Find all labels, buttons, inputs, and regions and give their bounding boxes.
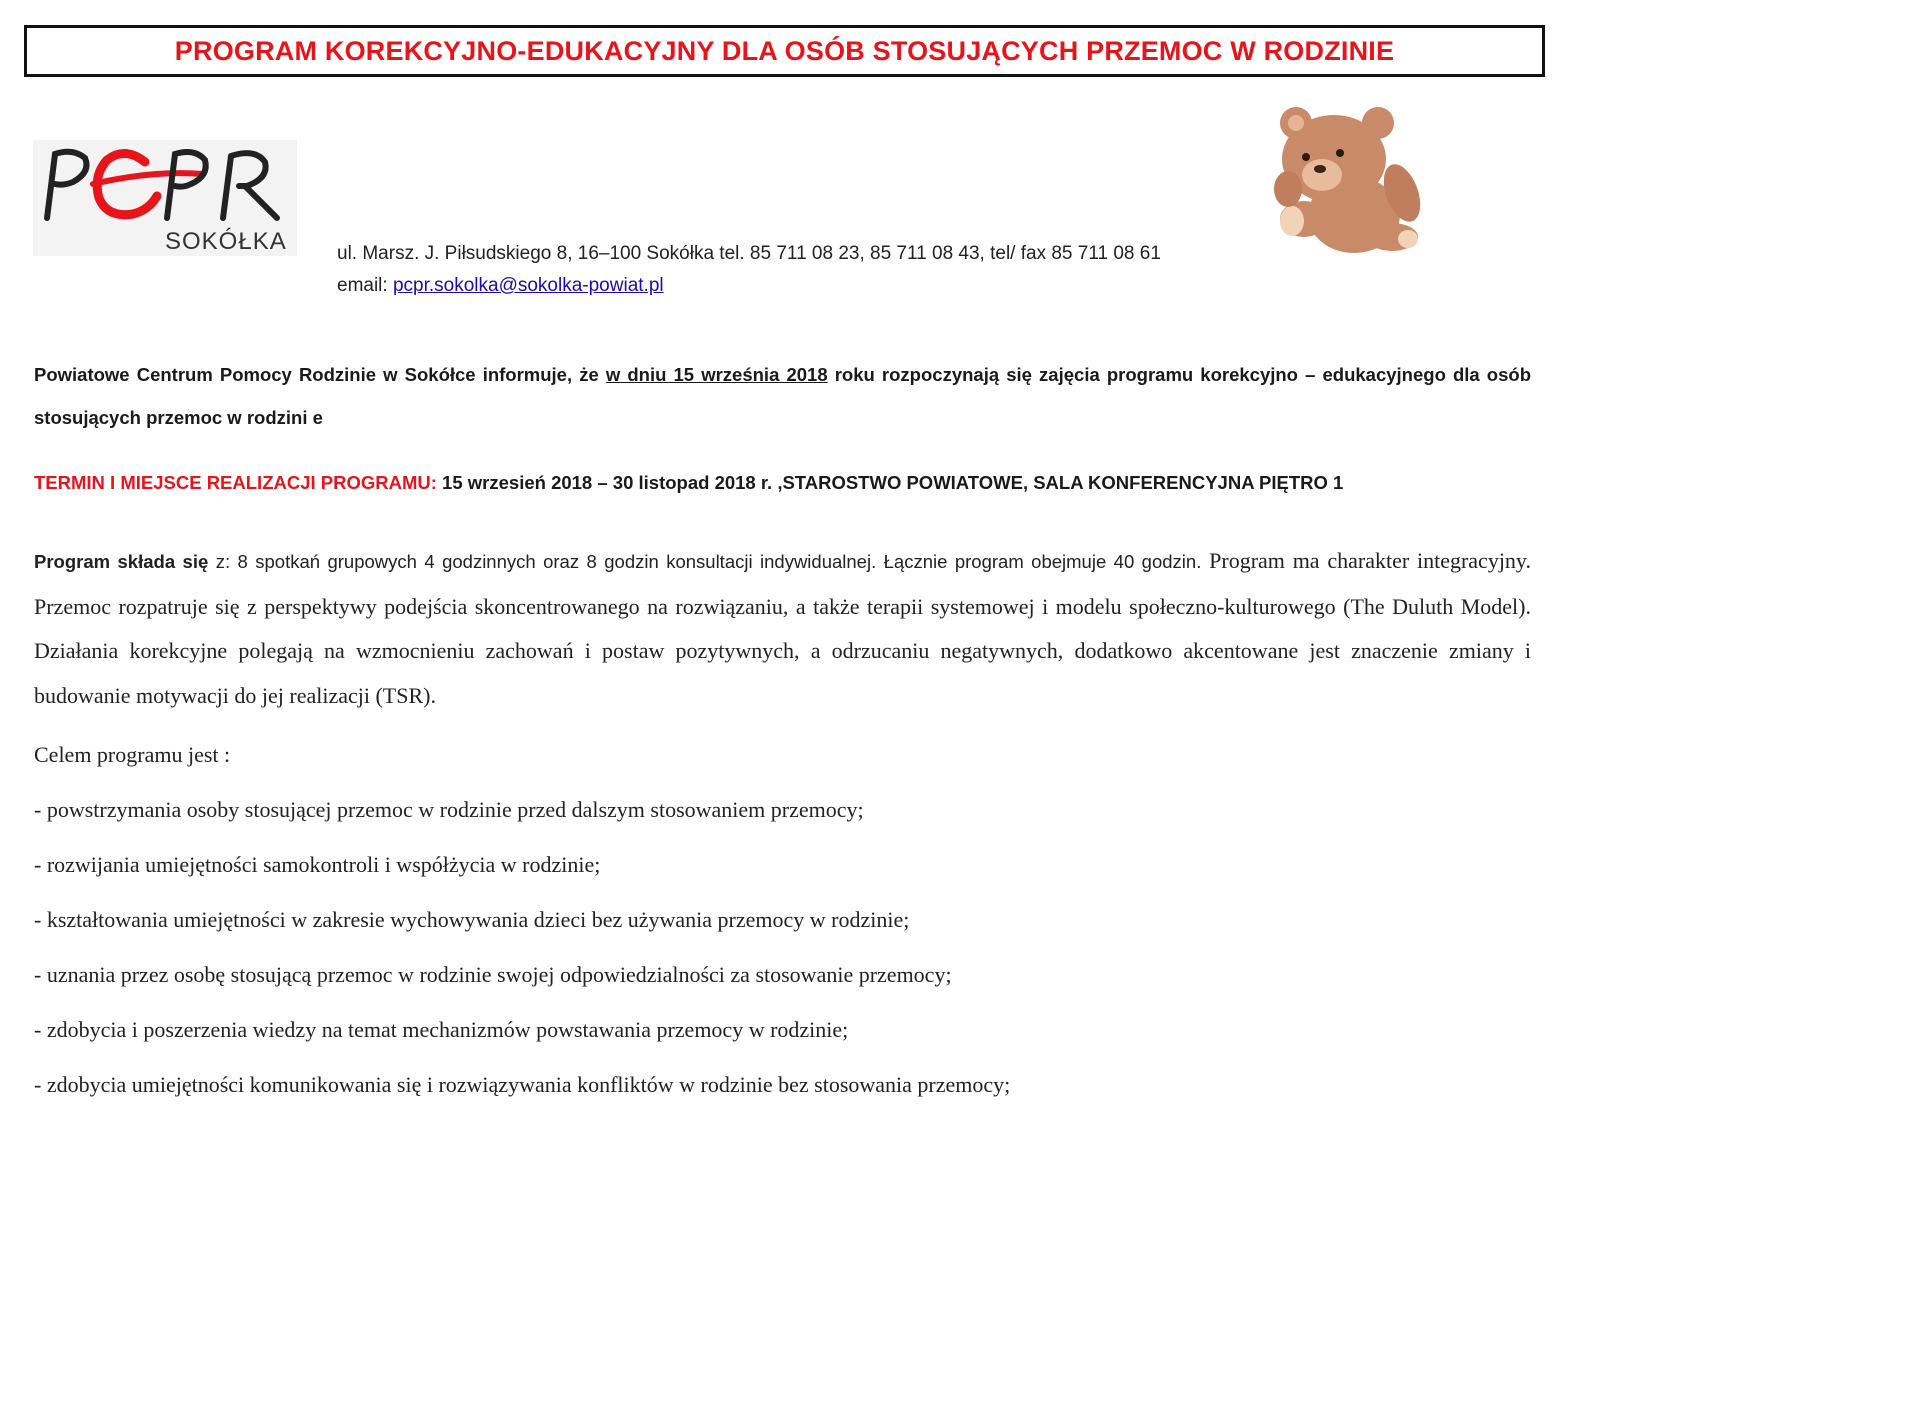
email-line [337,270,1161,302]
goal-item: - zdobycia i poszerzenia wiedzy na temat mechanizmów powstawania przemocy w rodzinie; [34,1017,849,1042]
description-lead: Program składa się [34,551,209,572]
pcpr-logo-mark [33,140,297,230]
email-label: email: [337,275,393,296]
description-lead-rest: z: 8 spotkań grupowych 4 godzinnych oraz 8 godzin konsultacji indywidualnej. Łącznie program obejmuje 40 godzin. [208,551,1202,572]
termin-line [34,472,1343,494]
intro-paragraph [34,353,1531,439]
goal-item: - zdobycia umiejętności komunikowania się i rozwiązywania konfliktów w rodzinie bez stosowania przemocy; [34,1072,1011,1097]
goals-heading: Celem programu jest : [34,742,231,767]
description-text: Program ma charakter integracyjny. Przemoc rozpatruje się z perspektywy podejścia skoncentrowanego na rozwiązaniu, a także terapii systemowej i modelu społeczno-kulturowego (The Duluth Model). Działania korekcyjne polegają na wzmocnieniu zachowań i postaw pozytywnych, a odrzucaniu negatywnych, dodatkowo akcentowane jest znaczenie zmiany i budowanie motywacji do jej realizacji (TSR). [34,548,1532,708]
intro-date: w dniu 15 września 2018 [605,364,828,385]
termin-value: 15 wrzesień 2018 – 30 listopad 2018 r. ,STAROSTWO POWIATOWE, SALA KONFERENCYJNA PIĘTRO 1 [436,472,1344,493]
logo-subtitle: SOKÓŁKA [165,228,287,255]
goal-item: - rozwijania umiejętności samokontroli i współżycia w rodzinie; [34,852,601,877]
pcpr-logo [33,140,297,256]
title-banner [24,25,1545,77]
goal-item: - powstrzymania osoby stosującej przemoc w rodzinie przed dalszym stosowaniem przemocy; [34,797,864,822]
page-title: PROGRAM KOREKCYJNO-EDUKACYJNY DLA OSÓB STOSUJĄCYCH PRZEMOC W RODZINIE [174,35,1395,66]
teddy-bear-icon [1262,97,1432,257]
email-link[interactable]: pcpr.sokolka@sokolka-powiat.pl [392,275,664,296]
goal-item: - uznania przez osobę stosującą przemoc w rodzinie swojej odpowiedzialności za stosowanie przemocy; [34,962,952,987]
contact-address [337,238,1161,302]
termin-label: TERMIN I MIEJSCE REALIZACJI PROGRAMU: [34,472,437,493]
program-description [34,539,1531,718]
goal-item: - kształtowania umiejętności w zakresie wychowywania dzieci bez używania przemocy w rodzinie; [34,907,910,932]
intro-before: Powiatowe Centrum Pomocy Rodzinie w Sokółce informuje, że [34,364,606,385]
intro-after: roku rozpoczynają się zajęcia programu korekcyjno – edukacyjnego dla osób stosujących przemoc w rodzini e [34,364,1532,428]
address-line: ul. Marsz. J. Piłsudskiego 8, 16–100 Sokółka tel. 85 711 08 23, 85 711 08 43, tel/ fax 85 711 08 61 [337,243,1161,264]
